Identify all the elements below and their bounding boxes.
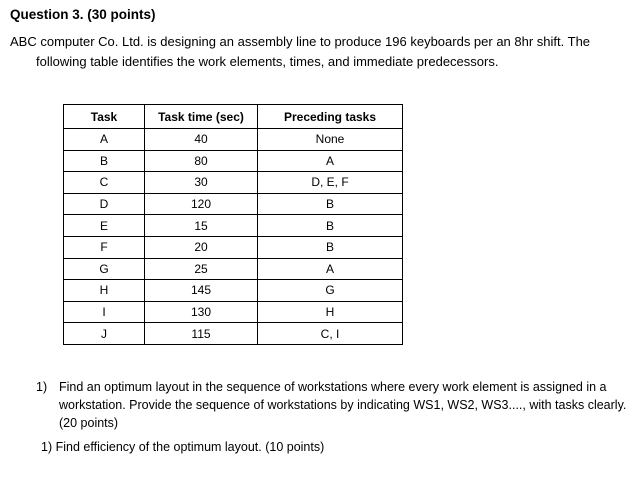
cell-task: F	[64, 236, 145, 258]
table-row	[64, 129, 403, 151]
subquestion-1	[36, 378, 632, 432]
cell-time: 40	[145, 129, 258, 151]
header-task-time: Task time (sec)	[145, 105, 258, 129]
cell-task: J	[64, 323, 145, 345]
table-row	[64, 172, 403, 194]
subquestion-2-number: 1)	[41, 440, 53, 454]
table-row	[64, 280, 403, 302]
table-row	[64, 236, 403, 258]
cell-preceding: C, I	[258, 323, 403, 345]
task-table	[63, 104, 403, 345]
cell-preceding: B	[258, 236, 403, 258]
cell-preceding: B	[258, 215, 403, 237]
cell-time: 115	[145, 323, 258, 345]
subquestion-2	[41, 440, 324, 454]
subquestion-2-text: Find efficiency of the optimum layout. (10 points)	[55, 440, 325, 454]
cell-preceding: A	[258, 150, 403, 172]
cell-time: 30	[145, 172, 258, 194]
cell-task: B	[64, 150, 145, 172]
cell-task: E	[64, 215, 145, 237]
cell-task: C	[64, 172, 145, 194]
subquestion-1-number: 1)	[36, 380, 48, 394]
cell-preceding: B	[258, 193, 403, 215]
table-row	[64, 323, 403, 345]
table-row	[64, 215, 403, 237]
cell-task: A	[64, 129, 145, 151]
cell-preceding: G	[258, 280, 403, 302]
cell-time: 80	[145, 150, 258, 172]
cell-preceding: H	[258, 301, 403, 323]
table-row	[64, 301, 403, 323]
cell-time: 130	[145, 301, 258, 323]
cell-task: I	[64, 301, 145, 323]
cell-task: H	[64, 280, 145, 302]
header-preceding-tasks: Preceding tasks	[258, 105, 403, 129]
question-heading: Question 3. (30 points)	[10, 7, 156, 22]
table-row	[64, 150, 403, 172]
cell-preceding: A	[258, 258, 403, 280]
cell-time: 145	[145, 280, 258, 302]
cell-time: 120	[145, 193, 258, 215]
subquestion-1-text: Find an optimum layout in the sequence of workstations where every work element is assigned in a workstation. Provide the sequence of workstations by indicating WS1, WS2, WS3...., with tasks clearly. (20 points)	[59, 380, 627, 430]
cell-task: D	[64, 193, 145, 215]
intro-line-1: ABC computer Co. Ltd. is designing an assembly line to produce 196 keyboards per an 8hr shift. The	[10, 34, 591, 49]
cell-task: G	[64, 258, 145, 280]
cell-preceding: D, E, F	[258, 172, 403, 194]
cell-time: 20	[145, 236, 258, 258]
header-task: Task	[64, 105, 145, 129]
cell-time: 25	[145, 258, 258, 280]
cell-time: 15	[145, 215, 258, 237]
table-header-row	[64, 105, 403, 129]
table-row	[64, 258, 403, 280]
cell-preceding: None	[258, 129, 403, 151]
table-row	[64, 193, 403, 215]
intro-line-2: following table identifies the work elements, times, and immediate predecessors.	[36, 54, 499, 69]
